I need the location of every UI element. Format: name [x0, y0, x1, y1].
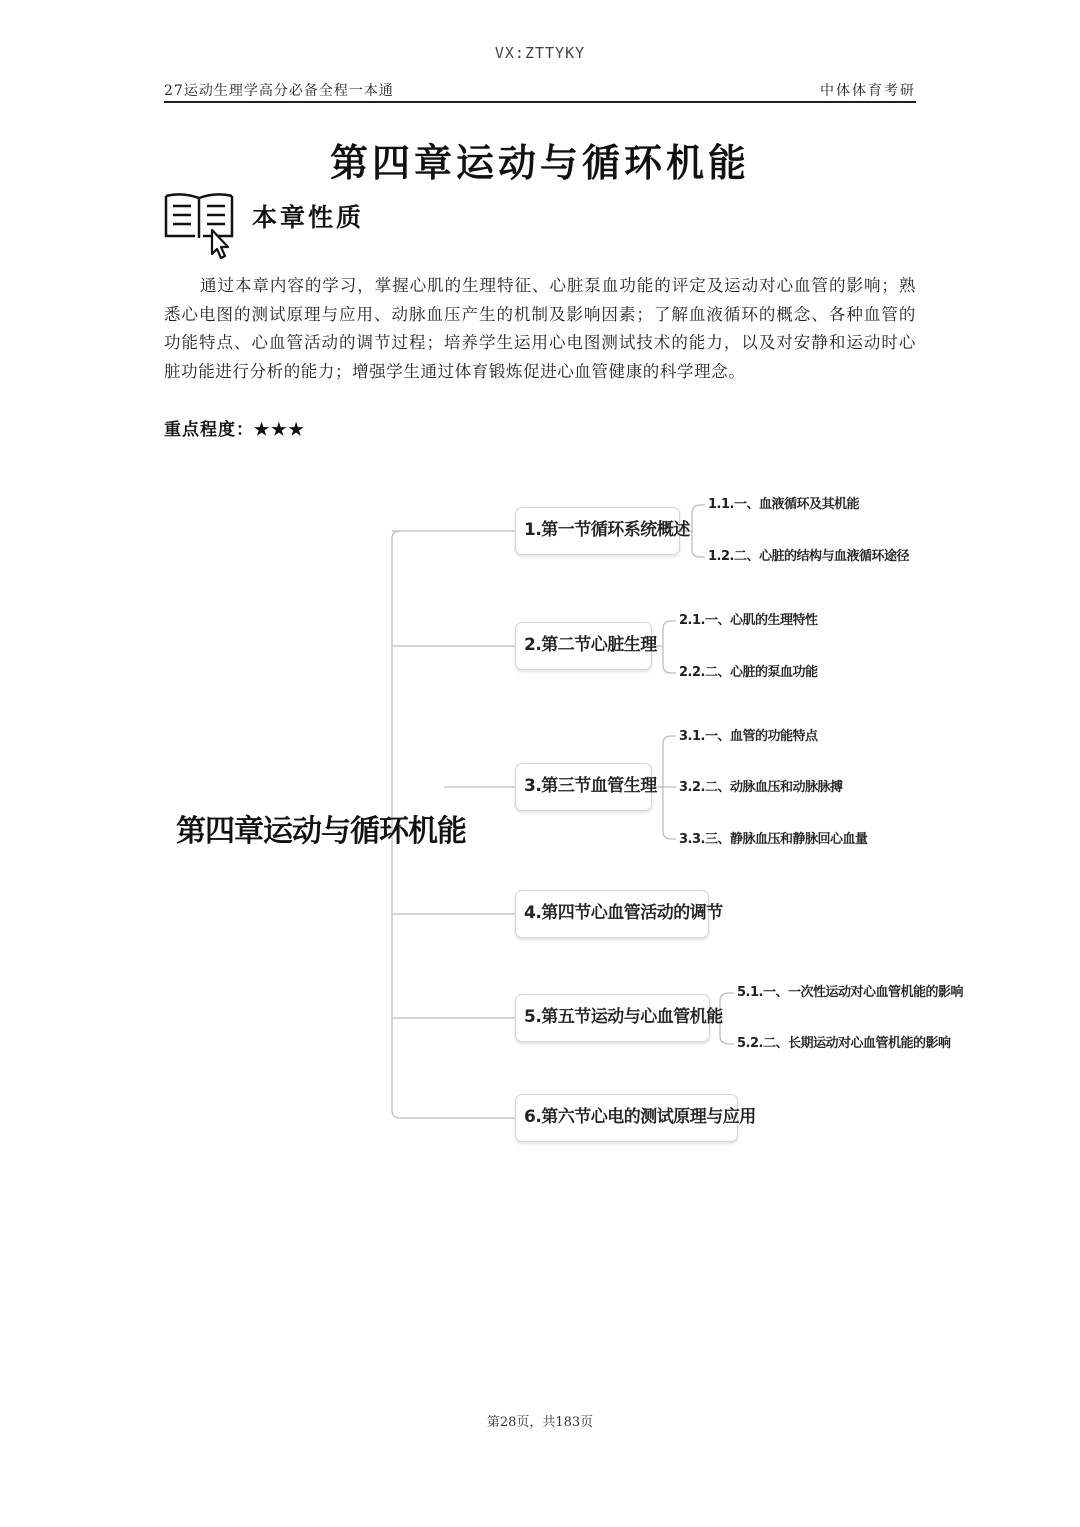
mindmap-node-section-1[interactable]: 1.第一节循环系统概述 — [515, 507, 680, 555]
chapter-title: 第四章运动与循环机能 — [329, 140, 750, 185]
mindmap-leaf-1-2[interactable]: 1.2.二、心脏的结构与血液循环途径 — [708, 549, 909, 564]
book-cursor-icon — [162, 190, 236, 262]
mindmap-node-section-4[interactable]: 4.第四节心血管活动的调节 — [515, 890, 709, 938]
header-divider — [164, 101, 916, 103]
intro-paragraph: 通过本章内容的学习，掌握心肌的生理特征、心脏泵血功能的评定及运动对心血管的影响；熟悉心电图的测试原理与应用、动脉血压产生的机制及影响因素；了解血液循环的概念、各种血管的功能特点、心血管活动的调节过程；培养学生运用心电图测试技术的能力，以及对安静和运动时心脏功能进行分析的能力；增强学生通过体育锻炼促进心血管健康的科学理念。 — [164, 276, 916, 381]
watermark-text: VX:ZTTYKY — [494, 44, 586, 62]
header-book-title: 27运动生理学高分必备全程一本通 — [164, 83, 394, 99]
mindmap-node-section-2[interactable]: 2.第二节心脏生理 — [515, 622, 652, 670]
mindmap-leaf-5-2[interactable]: 5.2.二、长期运动对心血管机能的影响 — [737, 1036, 951, 1051]
mindmap-leaf-5-1[interactable]: 5.1.一、一次性运动对心血管机能的影响 — [737, 985, 963, 1000]
mindmap-leaf-2-2[interactable]: 2.2.二、心脏的泵血功能 — [679, 665, 818, 680]
mindmap-root: 第四章运动与循环机能 — [176, 814, 466, 849]
mindmap-leaf-1-1[interactable]: 1.1.一、血液循环及其机能 — [708, 497, 859, 512]
mindmap-leaf-3-2[interactable]: 3.2.二、动脉血压和动脉脉搏 — [679, 780, 843, 795]
mindmap-leaf-2-1[interactable]: 2.1.一、心肌的生理特性 — [679, 613, 818, 628]
page-number: 第28页，共183页 — [486, 1415, 594, 1430]
importance-label: 重点程度： — [164, 420, 254, 440]
mindmap-node-section-3[interactable]: 3.第三节血管生理 — [515, 763, 652, 811]
mindmap-node-section-5[interactable]: 5.第五节运动与心血管机能 — [515, 994, 710, 1042]
mindmap-leaf-3-1[interactable]: 3.1.一、血管的功能特点 — [679, 729, 818, 744]
section-heading: 本章性质 — [252, 203, 365, 232]
mindmap-leaf-3-3[interactable]: 3.3.三、静脉血压和静脉回心血量 — [679, 832, 868, 847]
mindmap-node-section-6[interactable]: 6.第六节心电的测试原理与应用 — [515, 1094, 738, 1142]
header-publisher: 中体体育考研 — [820, 83, 916, 99]
star-rating-icons: ★★★ — [254, 420, 306, 440]
importance-rating — [164, 415, 306, 440]
